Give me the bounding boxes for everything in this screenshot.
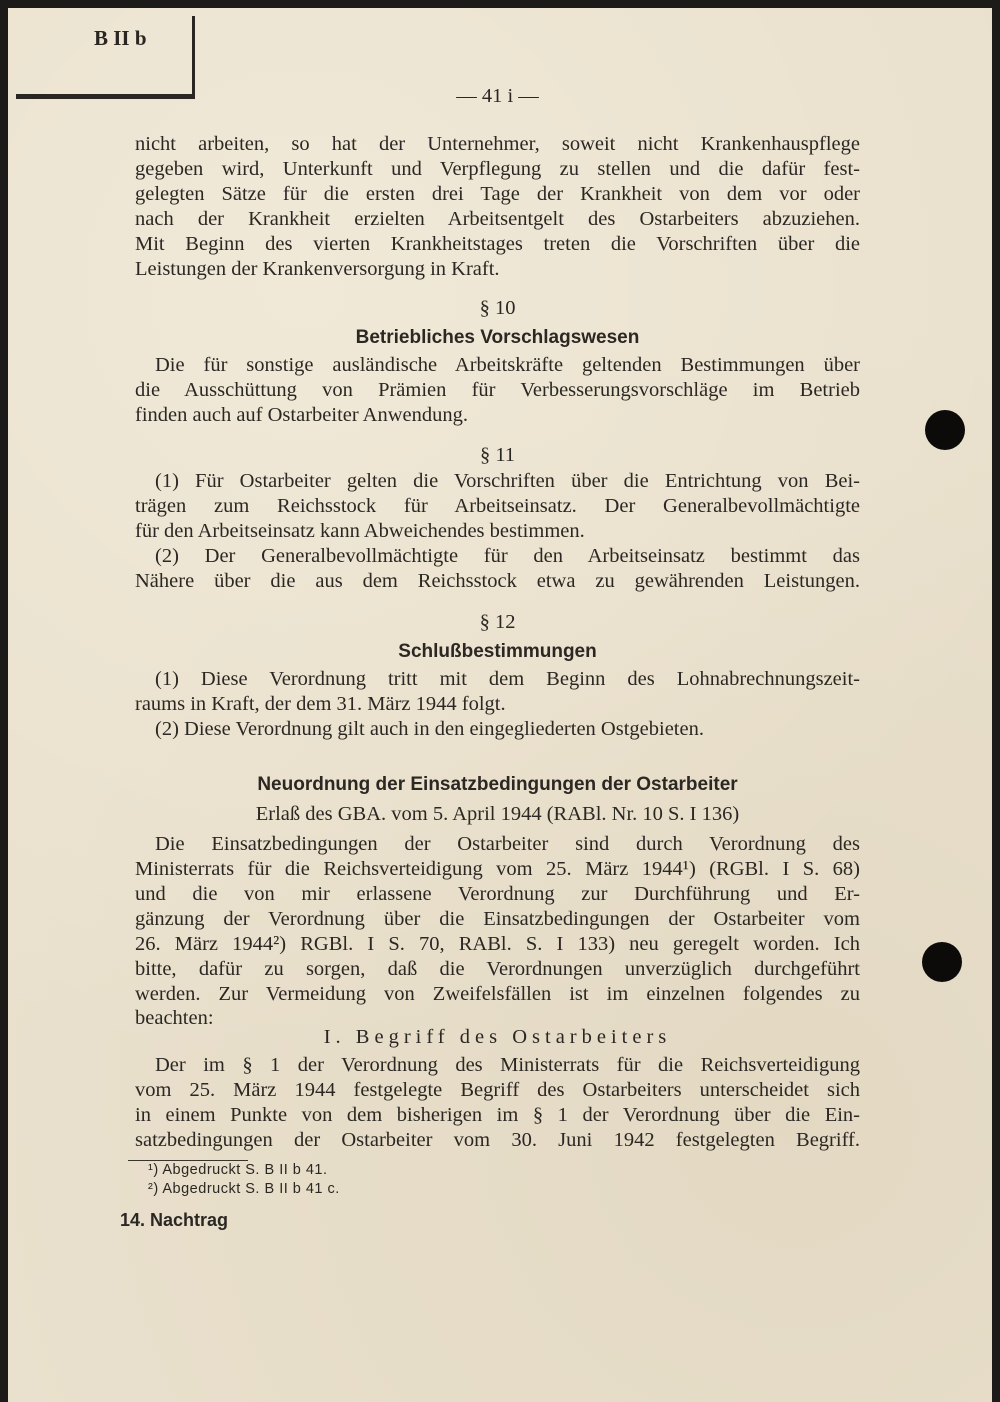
text-line: Mit Beginn des vierten Krankheitstages treten die Vorschriften über die [135,233,860,255]
text-line: gänzung der Verordnung über die Einsatzbedingungen der Ostarbeiter vom [135,908,860,930]
text-line: nach der Krankheit erzielten Arbeitsentgelt des Ostarbeiters abzuziehen. [135,208,860,230]
decree-subtitle: Erlaß des GBA. vom 5. April 1944 (RABl. Nr. 10 S. I 136) [255,803,740,825]
text-line: Ministerrats für die Reichsverteidigung vom 25. März 1944¹) (RGBl. I S. 68) [135,858,860,880]
document-page [8,8,992,1402]
section-title: Betriebliches Vorschlagswesen [355,327,640,348]
section-number: § 10 [479,297,516,319]
text-line: Die Einsatzbedingungen der Ostarbeiter sind durch Verordnung des [155,833,860,855]
text-line: und die von mir erlassene Verordnung zur Durchführung und Er- [135,883,860,905]
text-line: gegeben wird, Unterkunft und Verpflegung zu stellen und die dafür fest- [135,158,860,180]
text-line: (2) Der Generalbevollmächtigte für den Arbeitseinsatz bestimmt das [155,545,860,567]
section-title: Schlußbestimmungen [398,641,597,662]
text-line: Leistungen der Krankenversorgung in Kraft. [135,258,500,280]
footnote: ¹) Abgedruckt S. B II b 41. [148,1162,328,1178]
punch-hole [925,410,965,450]
text-line: die Ausschüttung von Prämien für Verbesserungsvorschläge im Betrieb [135,379,860,401]
subsection-heading: I. Begriff des Ostarbeiters [323,1026,672,1048]
text-line: vom 25. März 1944 festgelegte Begriff des Ostarbeiters unterscheidet sich [135,1079,860,1101]
text-line: (2) Diese Verordnung gilt auch in den eingegliederten Ostgebieten. [155,718,704,740]
text-line: Der im § 1 der Verordnung des Ministerrats für die Reichsverteidigung [155,1054,860,1076]
text-line: Die für sonstige ausländische Arbeitskräfte geltenden Bestimmungen über [155,354,860,376]
text-line: werden. Zur Vermeidung von Zweifelsfällen ist im einzelnen folgendes zu [135,983,860,1005]
text-line: bitte, dafür zu sorgen, daß die Verordnungen unverzüglich durchgeführt [135,958,860,980]
footnote: ²) Abgedruckt S. B II b 41 c. [148,1181,340,1197]
text-line: (1) Für Ostarbeiter gelten die Vorschriften über die Entrichtung von Bei- [155,470,860,492]
text-line: für den Arbeitseinsatz kann Abweichendes bestimmen. [135,520,585,542]
supplement-label: 14. Nachtrag [120,1210,229,1230]
text-line: gelegten Sätze für die ersten drei Tage der Krankheit von dem vor oder [135,183,860,205]
text-line: finden auch auf Ostarbeiter Anwendung. [135,404,469,426]
decree-title: Neuordnung der Einsatzbedingungen der Ostarbeiter [257,774,738,795]
text-line: trägen zum Reichsstock für Arbeitseinsatz. Der Generalbevollmächtigte [135,495,860,517]
text-line: in einem Punkte von dem bisherigen im § 1 der Verordnung über die Ein- [135,1104,860,1126]
text-line: nicht arbeiten, so hat der Unternehmer, soweit nicht Krankenhauspflege [135,133,860,155]
section-number: § 11 [479,444,516,466]
text-line: satzbedingungen der Ostarbeiter vom 30. Juni 1942 festgelegten Begriff. [135,1129,860,1151]
text-line: (1) Diese Verordnung tritt mit dem Beginn des Lohnabrechnungszeit- [155,668,860,690]
text-line: raums in Kraft, der dem 31. März 1944 folgt. [135,693,506,715]
section-number: § 12 [479,611,516,633]
page-number: — 41 i — [456,85,539,107]
text-line: 26. März 1944²) RGBl. I S. 70, RABl. S. I 133) neu geregelt worden. Ich [135,933,860,955]
section-code: B II b [94,26,147,50]
text-line: beachten: [135,1007,214,1029]
text-line: Nähere über die aus dem Reichsstock etwa zu gewährenden Leistungen. [135,570,860,592]
punch-hole [922,942,962,982]
